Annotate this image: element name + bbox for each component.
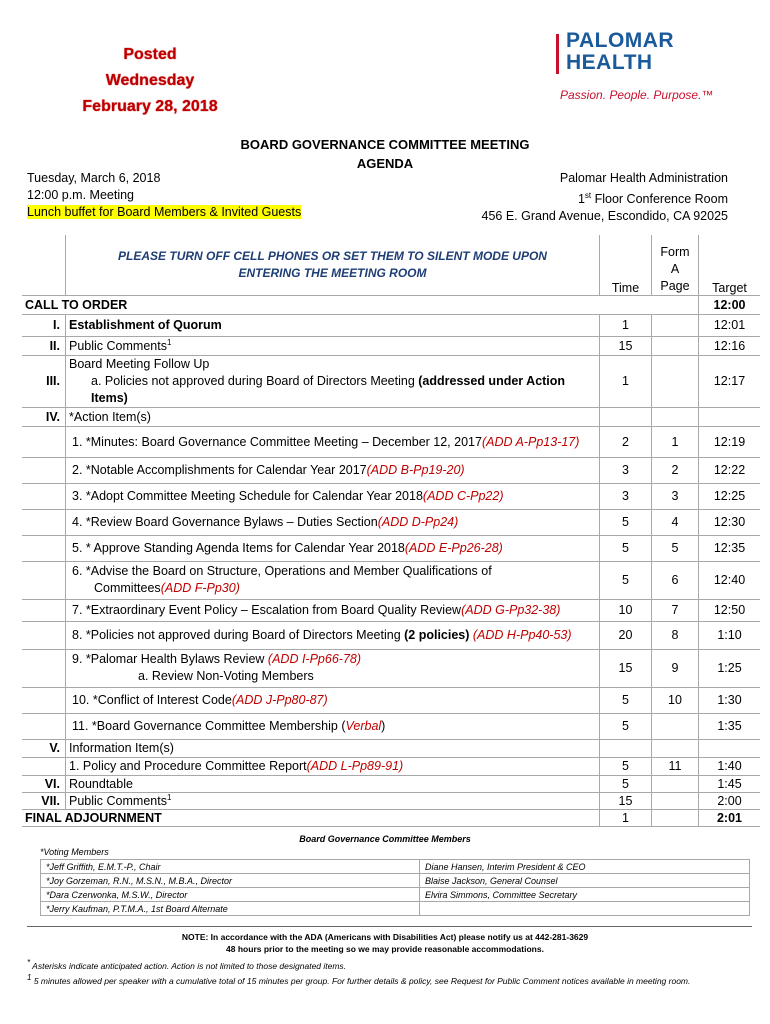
agenda-row: VII. Public Comments$^1$ 15 2:00 <box>22 792 760 809</box>
call-to-order-row: CALL TO ORDER 12:00 <box>22 295 760 314</box>
action-item-row: 4. *Review Board Governance Bylaws – Duties Section(ADD D-Pp24) 5 4 12:30 <box>22 509 760 535</box>
action-item-row: 10. *Conflict of Interest Code(ADD J-Pp80-87) 5 10 1:30 <box>22 687 760 713</box>
document-title <box>0 135 770 173</box>
member-row: *Jerry Kaufman, P.T.M.A., 1st Board Alternate <box>41 902 750 916</box>
title-line-1: BOARD GOVERNANCE COMMITTEE MEETING <box>240 137 530 152</box>
location-room <box>482 187 728 208</box>
action-item-row: 6. *Advise the Board on Structure, Operations and Member Qualifications of Committees(ADD F-Pp30) 5 6 12:40 <box>22 561 760 599</box>
member-row: *Joy Gorzeman, R.N., M.S.N., M.B.A., Director Blaise Jackson, General Counsel <box>41 874 750 888</box>
location-address: 456 E. Grand Avenue, Escondido, CA 92025 <box>481 209 728 224</box>
time-header: Time <box>600 235 652 295</box>
members-table <box>40 859 750 916</box>
location-org: Palomar Health Administration <box>559 171 728 185</box>
posted-date: February 28, 2018 <box>82 98 218 115</box>
footnote-public-comment: $^1$ 5 minutes allowed per speaker with a cumulative total of 15 minutes per group. For further details & policy, see Request for Public Comment notices available in meeting room. <box>27 972 691 986</box>
logo-bar <box>556 34 559 74</box>
ada-note <box>0 931 770 955</box>
member-row: *Jeff Griffith, E.M.T.-P., Chair Diane Hansen, Interim President & CEO <box>41 860 750 874</box>
meeting-time: 12:00 p.m. Meeting <box>27 188 135 202</box>
voting-members-label: *Voting Members <box>40 847 109 857</box>
cell-phone-notice: PLEASE TURN OFF CELL PHONES OR SET THEM TO SILENT MODE UPON ENTERING THE MEETING ROOM <box>118 248 547 280</box>
room-floor: 1 <box>577 192 585 207</box>
ada-note-line-2: 48 hours prior to the meeting so we may provide reasonable accommodations. <box>226 944 544 954</box>
posted-day: Wednesday <box>105 72 195 89</box>
members-title: Board Governance Committee Members <box>299 834 471 844</box>
form-page-header: Form A Page <box>652 235 699 295</box>
header-row <box>22 235 760 295</box>
action-item-row: 3. *Adopt Committee Meeting Schedule for Calendar Year 2018(ADD C-Pp22) 3 3 12:25 <box>22 483 760 509</box>
member-row: *Dara Czerwonka, M.S.W., Director Elvira Simmons, Committee Secretary <box>41 888 750 902</box>
agenda-row: VI. Roundtable 5 1:45 <box>22 775 760 792</box>
meeting-info <box>27 170 301 221</box>
action-item-row: 5. * Approve Standing Agenda Items for Calendar Year 2018(ADD E-Pp26-28) 5 5 12:35 <box>22 535 760 561</box>
agenda-row: II. Public Comments$^1$ 15 12:16 <box>22 336 760 355</box>
ada-note-line-1: NOTE: In accordance with the ADA (Americans with Disabilities Act) please notify us at 442-281-3629 <box>181 932 589 942</box>
posted-notice <box>70 42 230 120</box>
title-line-2: AGENDA <box>356 156 414 171</box>
action-item-row: 11. *Board Governance Committee Membership (Verbal) 5 1:35 <box>22 713 760 739</box>
agenda-row: I. Establishment of Quorum 1 12:01 <box>22 314 760 336</box>
action-item-row: 9. *Palomar Health Bylaws Review (ADD I-Pp66-78) a. Review Non-Voting Members 15 9 1:25 <box>22 649 760 687</box>
action-item-row: 2. *Notable Accomplishments for Calendar Year 2017(ADD B-Pp19-20) 3 2 12:22 <box>22 457 760 483</box>
meeting-date: Tuesday, March 6, 2018 <box>27 171 161 185</box>
action-item-row: 1. *Minutes: Board Governance Committee Meeting – December 12, 2017(ADD A-Pp13-17) 2 1 12:19 <box>22 426 760 457</box>
agenda-table <box>22 235 760 827</box>
divider <box>27 926 752 927</box>
action-item-row: 7. *Extraordinary Event Policy – Escalation from Board Quality Review(ADD G-Pp32-38) 10 7 12:50 <box>22 599 760 621</box>
logo-tagline: Passion. People. Purpose.™ <box>560 88 714 102</box>
room-text: Floor Conference Room <box>591 192 728 207</box>
footnote-asterisk: * Asterisks indicate anticipated action. Action is not limited to those designated items. <box>27 958 347 971</box>
lunch-note: Lunch buffet for Board Members & Invited Guests <box>27 205 302 219</box>
agenda-row: III. Board Meeting Follow Up a. Policies not approved during Board of Directors Meeting (addressed under Action Items) 1 12:17 <box>22 355 760 407</box>
room-sup: st <box>584 191 592 200</box>
logo-line-1: PALOMAR <box>566 29 675 52</box>
meeting-location <box>482 170 728 225</box>
agenda-row: IV. *Action Item(s) <box>22 407 760 426</box>
logo-line-2: HEALTH <box>566 51 653 74</box>
agenda-row: V. Information Item(s) <box>22 739 760 757</box>
posted-line: Posted <box>123 46 177 63</box>
info-item-row: 1. Policy and Procedure Committee Report(ADD L-Pp89-91) 5 11 1:40 <box>22 757 760 775</box>
call-to-order: CALL TO ORDER <box>22 295 699 314</box>
final-adjournment-row: FINAL ADJOURNMENT 1 2:01 <box>22 809 760 826</box>
target-header: Target <box>699 235 761 295</box>
action-item-row: 8. *Policies not approved during Board of Directors Meeting (2 policies) (ADD H-Pp40-53) 20 8 1:10 <box>22 621 760 649</box>
logo-name <box>566 30 674 74</box>
footnotes <box>27 957 752 987</box>
